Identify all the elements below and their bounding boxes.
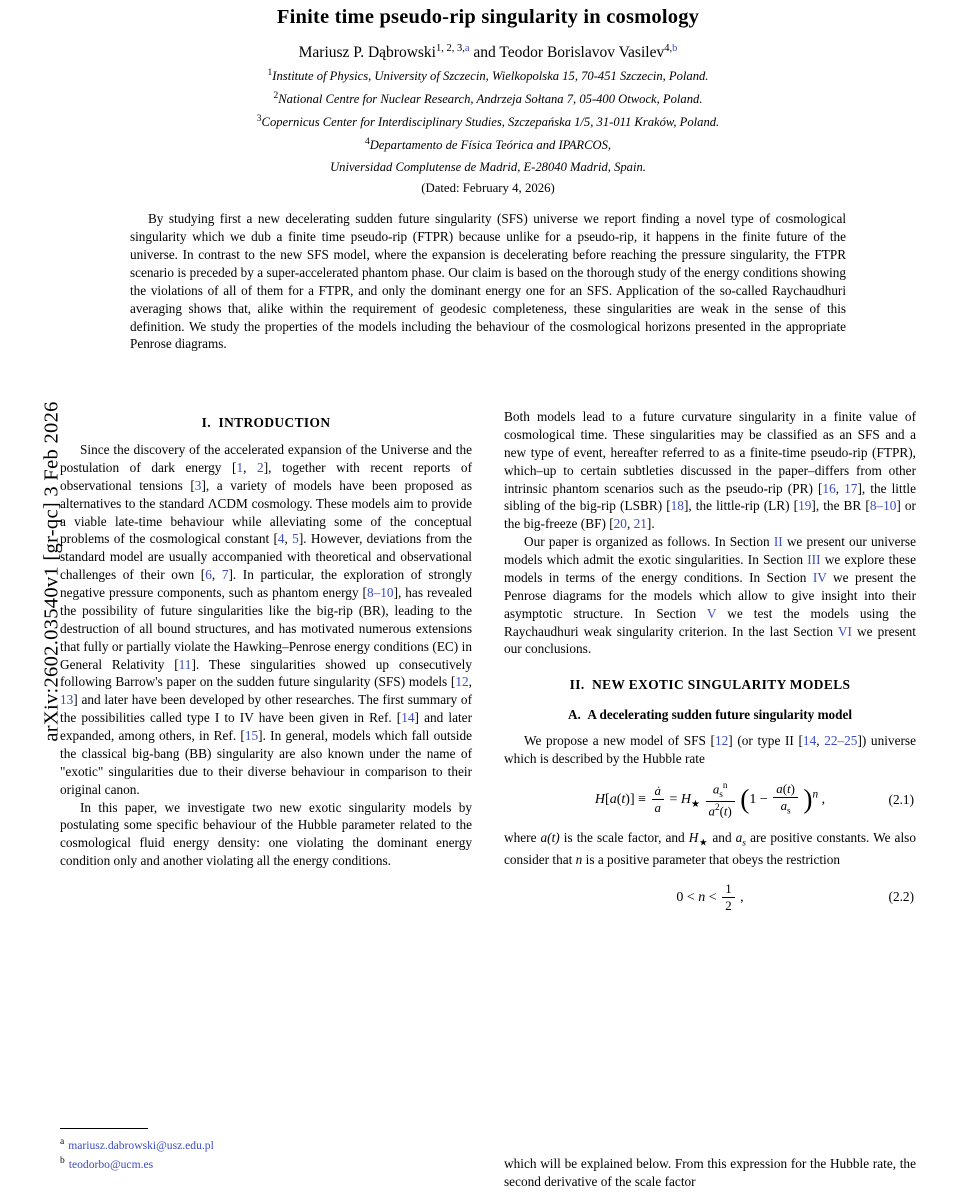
footnote-a-email-link[interactable]: mariusz.dabrowski@usz.edu.pl <box>68 1138 214 1152</box>
affiliation-2 <box>60 90 916 108</box>
footnote-a <box>60 1136 472 1155</box>
affiliation-4-marker: 4 <box>364 137 370 148</box>
sec2a-Hstar-symbol: H <box>688 830 699 846</box>
sec2a-p1-seg-b: ] (or type II [ <box>728 733 803 749</box>
intro-p4-seg-c: we explore these models in terms of the energy conditions. In Section <box>504 552 916 585</box>
section-ref-IV[interactable]: IV <box>812 569 827 585</box>
sec2a-paragraph-3: which will be explained below. From this expression for the Hubble rate, the second derivative of the scale factor <box>504 1156 916 1189</box>
footnotes <box>60 1136 472 1173</box>
column-right <box>504 408 916 924</box>
citation-15[interactable]: 15 <box>244 728 259 744</box>
author-1-name: Mariusz P. Dąbrowski <box>298 44 436 62</box>
sec2a-p2-seg-d: are positive constants. We also consider that <box>504 830 916 867</box>
citation-19[interactable]: 19 <box>798 498 812 514</box>
intro-p3-seg-d: ], the BR [ <box>811 498 870 514</box>
citation-14-b[interactable]: 14 <box>802 733 817 749</box>
arxiv-stamp: arXiv:2602.03540v1 [gr-qc] 3 Feb 2026 <box>40 401 63 742</box>
author-2-name: Teodor Borislavov Vasilev <box>499 44 665 62</box>
sec2a-n-symbol: n <box>575 851 583 867</box>
intro-paragraph-3 <box>504 408 916 533</box>
citation-3[interactable]: 3 <box>194 477 202 493</box>
intro-p3-seg-e: ] or the big-freeze (BF) [ <box>504 498 916 532</box>
subsection-2a-number: A. <box>567 707 581 723</box>
section-2-title: NEW EXOTIC SINGULARITY MODELS <box>592 677 851 693</box>
abstract-text: By studying first a new decelerating sudden future singularity (SFS) universe we report finding a novel type of cosmological singularity which we dub a finite time pseudo-rip (FTPR) because unlike for a pseudo-rip, it happens in the finite future of the universe. In contrast to the new SFS model, where the expansion is decelerating before reaching the pressure singularity, the FTPR scenario is preceded by a super-accelerated phantom phase. Our claim is based on the thorough study of the energy conditions showing the violations of all of them for a FTPR, and only the dominant energy one for an SFS. Application of the so-called Raychaudhuri averaging shows that, alike within the requirement of geodesic completeness, these singularities are weak in the sense of this definition. We study the properties of the models including the behaviour of the cosmological horizons presented in the appropriate Penrose diagrams. <box>130 211 846 352</box>
sec2a-scale-factor-symbol: a(t) <box>540 830 560 846</box>
citation-6[interactable]: 6 <box>205 567 212 583</box>
author-1-affil-marks: 1, 2, 3, <box>435 43 465 54</box>
intro-p1-seg-c: ], a variety of models have been proposed as alternatives to the standard ΛCDM cosmology. These models aim to provide a viable late-time behaviour while alleviating some of the conceptual problems of the cosmological constant [ <box>60 477 473 547</box>
page-title: Finite time pseudo-rip singularity in cosmology <box>276 6 700 28</box>
section-ref-III[interactable]: III <box>807 552 821 567</box>
intro-p1-comma-3: , <box>211 567 222 583</box>
affiliation-4 <box>60 136 916 154</box>
intro-p4-seg-f: we present our conclusions. <box>504 623 916 657</box>
citation-7[interactable]: 7 <box>221 567 229 583</box>
intro-p1-comma-2: , <box>284 531 293 547</box>
footnote-divider <box>60 1128 148 1129</box>
intro-p1-comma-1: , <box>243 459 258 475</box>
citation-2[interactable]: 2 <box>257 459 264 475</box>
intro-p3-seg-a: Both models lead to a future curvature singularity in a finite value of cosmological time. These singularities may be classified as an SFS and a new type of event, hereafter referred to as a finite-time pseudo-rip (FTPR), which–up to certain subtleties discussed in the paper–differs from other intrinsic phantom scenarios such as the pseudo-rip (PR) [ <box>504 409 916 496</box>
affiliation-3 <box>60 113 916 131</box>
subsection-heading-decelerating-sfs <box>504 706 916 724</box>
sec2a-p1-seg-c: ]) universe which is described by the Hubble rate <box>504 733 916 766</box>
citation-8-10[interactable]: 8–10 <box>366 585 394 601</box>
intro-p1-seg-e: ]. In particular, the exploration of strongly negative pressure components, such as phantom energy [ <box>60 567 472 601</box>
intro-p3-seg-c: ], the little-rip (LR) [ <box>683 498 799 514</box>
intro-p1-seg-g: ]. These singularities showed up consecutively following Barrow's paper on the sudden future singularity (SFS) models [ <box>60 656 472 690</box>
affiliation-1-text: Institute of Physics, University of Szczecin, Wielkopolska 15, 70-451 Szczecin, Poland. <box>272 69 709 84</box>
citation-14[interactable]: 14 <box>401 710 415 726</box>
citation-12-b[interactable]: 12 <box>714 733 729 749</box>
dated-line: (Dated: February 4, 2026) <box>421 181 555 196</box>
affiliation-5 <box>60 159 916 176</box>
intro-p3-seg-f: ]. <box>646 516 655 532</box>
intro-p1-seg-d: ]. However, deviations from the standard model are usually accompanied with theoretical and observational challenges of their own [ <box>60 531 472 583</box>
intro-p1-seg-h: ] and later have been developed by other researches. The first summary of the possibilities called type I to IV have been given in Ref. [ <box>60 692 472 726</box>
sec2a-p2-seg-b: is the scale factor, and <box>559 830 689 846</box>
intro-p3-comma-2: , <box>626 516 634 532</box>
section-1-number: I. <box>201 415 211 430</box>
section-heading-introduction <box>60 414 472 432</box>
intro-paragraph-2: In this paper, we investigate two new exotic singularity models by postulating some specific behaviour of the Hubble parameter related to the cosmological fluid energy density: one violating the dominant energy condition only and another violating all the energy conditions. <box>60 799 472 869</box>
sec2a-p2-seg-c: and <box>708 830 736 846</box>
abstract <box>130 210 846 353</box>
authors-conjunction: and <box>473 44 496 62</box>
footnote-b-email-link[interactable]: teodorbo@ucm.es <box>68 1157 154 1171</box>
citation-1[interactable]: 1 <box>236 459 244 475</box>
section-ref-V[interactable]: V <box>706 605 717 621</box>
equation-2-2-tag: (2.2) <box>888 889 914 905</box>
intro-paragraph-1 <box>60 441 472 799</box>
sec2a-p1-comma: , <box>816 733 825 749</box>
citation-4[interactable]: 4 <box>277 531 285 547</box>
section-1-title: INTRODUCTION <box>218 415 331 430</box>
citation-17[interactable]: 17 <box>844 480 858 496</box>
paper-page <box>60 0 916 1200</box>
citation-20[interactable]: 20 <box>613 516 627 532</box>
affiliation-3-marker: 3 <box>256 114 262 125</box>
sec2a-p2-seg-e: is a positive parameter that obeys the restriction <box>582 851 841 867</box>
citation-13[interactable]: 13 <box>60 692 74 708</box>
citation-11[interactable]: 11 <box>178 656 192 672</box>
equation-2-2: 0 < n < $\frac{1}{2}$ , (2.2) <box>676 881 914 913</box>
intro-p4-seg-e: we test the models using the Raychaudhuri weak singularity criterion. In the last Section <box>504 605 916 639</box>
affiliation-3-text: Copernicus Center for Interdisciplinary Studies, Szczepańska 1/5, 31-011 Kraków, Poland. <box>261 115 720 130</box>
intro-p3-seg-b: ], the little sibling of the big-rip (LSBR) [ <box>504 480 916 514</box>
column-left <box>60 408 472 870</box>
footnote-b <box>60 1155 472 1174</box>
affiliation-5-text: Universidad Complutense de Madrid, E-28040 Madrid, Spain. <box>330 160 646 175</box>
intro-p1-seg-b: ], together with recent reports of observational tensions [ <box>60 459 472 493</box>
affiliation-2-marker: 2 <box>273 91 279 102</box>
author-2-affil-marks: 4, <box>664 43 673 54</box>
author-2-email-link[interactable]: b <box>672 43 678 54</box>
sec2a-as-symbol: a <box>735 830 743 846</box>
affiliation-2-text: National Centre for Nuclear Research, Andrzeja Sołtana 7, 05-400 Otwock, Poland. <box>278 92 703 107</box>
author-list <box>60 43 916 62</box>
sec2a-p2-seg-a: where <box>504 830 541 846</box>
section-ref-VI[interactable]: VI <box>837 623 852 639</box>
equation-2-1-tag: (2.1) <box>888 791 914 807</box>
sec2a-paragraph-2: where a(t) is the scale factor, and $H_★$ and $a_s$ are positive constants. We also consider that n is a positive parameter that obeys the restriction <box>504 830 916 867</box>
subsection-2a-title: A decelerating sudden future singularity model <box>587 707 853 723</box>
author-1-email-link[interactable]: a <box>464 43 470 54</box>
intro-p3-comma-1: , <box>835 480 845 496</box>
intro-p4-seg-d: we present the Penrose diagrams for the models which allow to give insight into their asymptotic structure. In Section <box>504 569 916 621</box>
intro-p1-seg-j: ]. In general, models which fall outside the classical big-bang (BB) singularity are also known under the name of "exotic" singularities due to their diverse behaviour in comparison to their original canon. <box>60 728 472 797</box>
citation-16[interactable]: 16 <box>822 480 836 496</box>
intro-paragraph-4 <box>504 533 916 658</box>
citation-22-25[interactable]: 22–25 <box>824 733 858 749</box>
two-column-body <box>60 408 916 1198</box>
section-heading-new-exotic-singularity-models <box>504 676 916 694</box>
citation-12[interactable]: 12 <box>455 674 469 690</box>
section-2-number: II. <box>569 677 585 693</box>
affiliation-4-text: Departamento de Física Teórica and IPARCOS, <box>369 138 612 153</box>
affiliation-1-marker: 1 <box>267 68 273 79</box>
intro-p1-seg-i: ] and later expanded, among others, in Ref. [ <box>60 710 472 744</box>
sec2a-p1-seg-a: We propose a new model of SFS [ <box>524 733 715 749</box>
intro-p4-seg-a: Our paper is organized as follows. In Section <box>524 534 774 550</box>
intro-p1-seg-f: ], has revealed the possibility of future singularities like the big-rip (BR), leading to the destruction of all bound structures, and has motivated numerous extensions that fully or partially violate the Hawking–Penrose energy conditions (EC) in General Relativity [ <box>60 585 472 672</box>
footnote-b-marker: b <box>60 1155 65 1166</box>
equation-2-1: H[a(t)] ≡ $\frac{ȧ}{a}$ = $H_★$ $\frac{a_s^n}{a^2(t)}$ (1 − $\frac{a(t)}{a_s}$ )$^n$ , (2.1) <box>594 780 914 819</box>
footnote-a-marker: a <box>60 1137 65 1147</box>
intro-p1-comma-4: , <box>468 674 472 690</box>
citation-21[interactable]: 21 <box>633 516 647 532</box>
intro-p1-seg-a: Since the discovery of the accelerated expansion of the Universe and the postulation of dark energy [ <box>60 442 472 475</box>
citation-5[interactable]: 5 <box>292 531 299 547</box>
affiliation-1 <box>60 67 916 85</box>
intro-p4-seg-b: we present our universe models which admit the exotic singularities. In Section <box>504 534 916 567</box>
citation-8-10-b[interactable]: 8–10 <box>869 498 897 514</box>
sec2a-paragraph-1 <box>504 732 916 768</box>
citation-18[interactable]: 18 <box>670 498 684 514</box>
section-ref-II[interactable]: II <box>773 534 783 550</box>
